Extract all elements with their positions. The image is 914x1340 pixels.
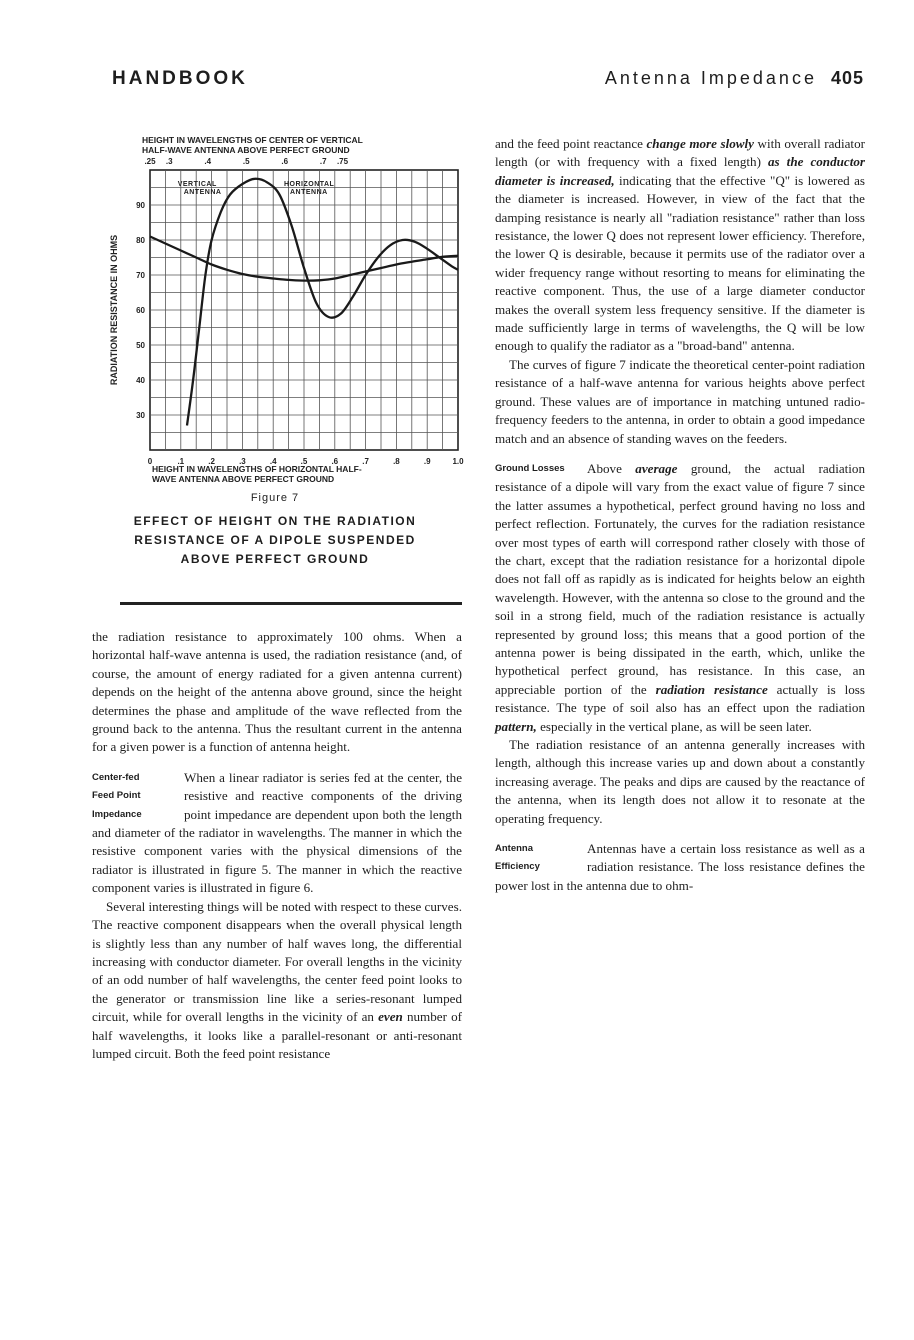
x-tick-label: 1.0 (452, 457, 464, 466)
text-run: especially in the vertical plane, as will be seen later. (540, 718, 812, 734)
annotation-word: ANTENNA (289, 188, 328, 196)
section-center-fed (92, 769, 462, 898)
top-axis-title-1: HEIGHT IN WAVELENGTHS OF CENTER OF VERTICAL (142, 135, 363, 145)
x-tick-label: 0 (147, 457, 153, 466)
y-axis-title: RADIATION RESISTANCE IN OHMS (109, 234, 119, 386)
x-tick-label: .1 (177, 457, 185, 466)
figure-title-line-3: ABOVE PERFECT GROUND (180, 552, 370, 566)
text-run: indicating that the effective "Q" is lowered as the diameter is increased. However, in view of the fact that the damping resistance is nearly all "radiation resistance" rather than loss resistance, the lower Q does not represent lower efficiency. Therefore, the lower Q is desirable, because it permits use of the radiator over a wider frequency range without resorting to means for eliminating the reactive component. Thus, the use of a large diameter conductor makes the overall system less frequency sensitive. If the diameter is made sufficiently large in terms of wavelengths, the Q will be low enough to qualify the radiator as a "broad-band" antenna. (495, 172, 865, 354)
text-run: actually is loss resistance. The type of soil also has an effect upon the radiation (495, 681, 865, 716)
annotation-word: ANTENNA (183, 188, 222, 196)
page-header (112, 68, 864, 98)
text-run: and the feed point reactance (495, 136, 643, 151)
x-tick-label: .2 (208, 457, 215, 466)
section-efficiency (495, 840, 865, 895)
annotation-word: VERTICAL (177, 180, 217, 188)
section-divider (120, 602, 462, 605)
x-tick-label: .4 (269, 457, 277, 466)
sidehead-line: Impedance (92, 808, 142, 820)
figure-label: Figure 7 (250, 492, 300, 504)
bottom-axis-title-1: HEIGHT IN WAVELENGTHS OF HORIZONTAL HALF- (152, 464, 362, 474)
top-tick-label: .25 (144, 157, 156, 166)
bottom-axis-title-2: WAVE ANTENNA ABOVE PERFECT GROUND (152, 474, 335, 484)
text-run: ground, the actual radiation resistance of a dipole will vary from the exact value of figure 7 since the latter assumes a hypothetical, perfect ground having no loss and perfect reflection. Fortunately, the curves for the radiation resistance over most types of earth will correspond rather closely with those of the chart, except that the radiation resistance for a horizontal dipole does not fall off as rapidly as is indicated for heights below an eighth wavelength. However, with the antenna so close to the ground and the soil in a strong field, much of the radiation resistance is actually represented by ground loss; this means that a good portion of the antenna power is being dissipated in the earth, which, unlike the hypothetical perfect ground, has resistance. In this case, an appreciable portion of the (495, 460, 866, 697)
emphasis: average (635, 460, 678, 476)
text-run: with overall radiator length (or with frequency with a fixed length) (495, 136, 865, 170)
y-tick-label: 90 (136, 201, 145, 210)
sidehead-line: Center-fed (92, 771, 140, 783)
running-head-title: Antenna Impedance (604, 68, 817, 88)
right-column (495, 135, 865, 895)
emphasis: even (378, 1009, 403, 1025)
sidehead-efficiency (495, 840, 587, 877)
annotation-horizontal-antenna (284, 181, 335, 196)
emphasis: change more slowly (646, 136, 754, 151)
top-tick-label: .75 (336, 157, 349, 166)
x-tick-label: .5 (300, 457, 308, 466)
text-run: number of half wavelengths, it looks like a parallel-resonant or anti-resonant lumped circuit. Both the feed point resistance (92, 1009, 462, 1061)
top-tick-label: .3 (165, 157, 173, 166)
top-axis-title-2: HALF-WAVE ANTENNA ABOVE PERFECT GROUND (142, 145, 350, 155)
paragraph-figure-7: The curves of figure 7 indicate the theoretical center-point radiation resistance of a half-wave antenna for various heights above perfect ground. These values are of importance in matching untuned radio-frequency feeders to the antenna, in order to obtain a good impedance match and an absence of standing waves on the feeders. (495, 356, 865, 446)
series-line-horizontal-antenna (187, 179, 458, 426)
left-column (92, 628, 462, 1063)
paragraph-ground-losses (495, 460, 865, 736)
paragraph-feed-point: When a linear radiator is series fed at the center, the resistive and reactive components of the driving point impedance are dependent upon both the length and diameter of the radiator in wavelengths. The manner in which the resistive component varies with the physical dimensions of the radiator is illustrated in figure 5. The manner in which the reactive component varies is illustrated in figure 6. (92, 769, 462, 896)
sidehead-center-fed (92, 769, 184, 824)
running-head-section (605, 68, 864, 89)
sidehead-ground-losses: Ground Losses (495, 462, 565, 474)
figure-title-line-1: EFFECT OF HEIGHT ON THE RADIATION (133, 514, 417, 528)
y-tick-label: 40 (136, 376, 145, 385)
x-tick-label: .8 (393, 457, 400, 466)
y-tick-label: 50 (136, 341, 145, 350)
y-tick-label: 70 (136, 271, 145, 280)
emphasis: radiation resistance (655, 681, 768, 697)
y-tick-label: 60 (136, 306, 145, 315)
section-ground-losses (495, 460, 865, 736)
paragraph-length: The radiation resistance of an antenna generally increases with length, although this increase varies up and down about a constantly increasing average. The peaks and dips are caused by the reactance of the antenna, when its length does not allow it to resonate at the operating frequency. (495, 737, 865, 826)
text-run: Several interesting things will be noted with respect to these curves. The reactive component disappears when the overall physical length is slightly less than any number of half waves long, the differential increasing with conductor diameter. For overall lengths in the vicinity of an odd number of half wavelengths, the center feed point looks to the generator or transmission line like a series-resonant lumped circuit, while for overall lengths in the vicinity of an (92, 898, 462, 1025)
figure-title-line-2: RESISTANCE OF A DIPOLE SUSPENDED (134, 533, 416, 547)
figure-caption (100, 492, 450, 569)
sidehead-line: Efficiency (495, 861, 540, 873)
page-number: 405 (830, 68, 864, 88)
y-tick-label: 80 (136, 236, 145, 245)
text-run: Above (587, 460, 622, 476)
chart-ticks (136, 157, 464, 466)
paragraph-feed-reactance (495, 135, 865, 356)
top-tick-label: .7 (319, 157, 327, 166)
emphasis: pattern, (495, 718, 537, 734)
running-head-book: HANDBOOK (112, 68, 248, 89)
resistance-chart (92, 130, 482, 490)
annotation-vertical-antenna (178, 181, 222, 196)
paragraph-efficiency: Antennas have a certain loss resistance as well as a radiation resistance. The loss resistance defines the power lost in the antenna due to ohm- (495, 841, 865, 893)
y-tick-label: 30 (136, 411, 145, 420)
figure-7 (92, 130, 482, 490)
annotation-word: HORIZONTAL (283, 180, 335, 188)
top-tick-label: .6 (281, 157, 289, 166)
paragraph-antenna-height: the radiation resistance to approximately 100 ohms. When a horizontal half-wave antenna is used, the radiation resistance (and, of course, the amount of energy radiated for a given antenna current) depends on the height of the antenna above ground, since the height determines the phase and amplitude of the wave reflected from the ground back to the antenna. Thus the resultant current in the antenna for a given power is a function of antenna height. (92, 629, 462, 755)
sidehead-line: Feed Point (92, 790, 141, 802)
x-tick-label: .3 (239, 457, 246, 466)
sidehead-line: Antenna (495, 843, 533, 855)
emphasis: as the conductor diameter is increased, (495, 154, 866, 188)
chart-grid (150, 170, 458, 450)
x-tick-label: .7 (362, 457, 369, 466)
top-tick-label: .5 (242, 157, 250, 166)
x-tick-label: .9 (423, 457, 431, 466)
paragraph-curves (92, 898, 462, 1064)
top-tick-label: .4 (204, 157, 212, 166)
x-tick-label: .6 (331, 457, 339, 466)
